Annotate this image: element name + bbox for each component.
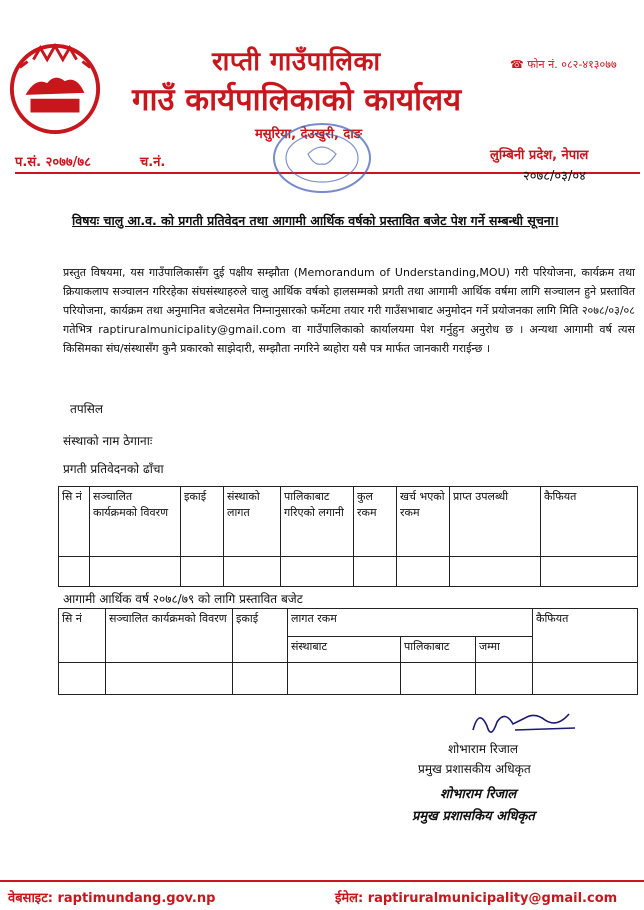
col-from-org: संस्थाबाट [288, 637, 401, 663]
col-sn: सि नं [59, 487, 90, 557]
col-remarks: कैफियत [541, 487, 638, 557]
col-org-cost: संस्थाको लागत [224, 487, 281, 557]
col-total: कुल रकम [354, 487, 397, 557]
col-from-palika: पालिकाबाट [401, 637, 476, 663]
col-achievement: प्राप्त उपलब्धी [450, 487, 541, 557]
subject-text: विषयः चालु आ.व. को प्रगती प्रतिवेदन तथा आगामी आर्थिक वर्षको प्रस्तावित बजेट पेश गर्ने सम्बन्धी सूचना। [72, 213, 559, 228]
municipality-name: राप्ती गाउँपालिका [212, 47, 381, 77]
stamped-signatory-name: शोभाराम रिजाल [440, 787, 517, 802]
proposed-budget-table [58, 608, 638, 695]
org-name-label: संस्थाको नाम ठेगानाः [63, 434, 153, 448]
col-sum: जम्मा [476, 637, 533, 663]
details-heading: तपसिल [70, 402, 104, 416]
reference-number: प.सं. २०७७/७८ [15, 155, 91, 170]
letter-subject [72, 212, 559, 229]
table-row [59, 557, 638, 587]
col-cost-amount: लागत रकम [288, 609, 533, 637]
office-name: गाउँ कार्यपालिकाको कार्यालय [132, 82, 462, 118]
dispatch-number: च.नं. [140, 155, 166, 170]
budget-table-title: आगामी आर्थिक वर्ष २०७८/७९ को लागि प्रस्तावित बजेट [63, 592, 303, 606]
col-program: सञ्चालित कार्यक्रमको विवरण [106, 609, 233, 663]
office-address: मसुरिया, देउखुरी, दाङ [255, 127, 362, 142]
table-header-row [59, 487, 638, 557]
footer-website: वेबसाइट: raptimundang.gov.np [8, 891, 216, 906]
phone-icon: ☎ [510, 58, 528, 71]
table-header-row [59, 609, 638, 637]
letter-body: प्रस्तुत विषयमा, यस गाउँपालिकासँग दुई पक्षीय सम्झौता (Memorandum of Understanding,MOU) गरी परियोजना, कार्यक्रम तथा क्रियाकलाप सञ्चालन गरिरहेका संघसंस्थाहरुले चालु आर्थिक वर्षको हालसम्मको प्रगती तथा आगामी आर्थिक वर्षमा लागि सञ्चालन हुने प्रस्तावित परियोजना, कार्यक्रम तथा अनुमानित बजेटसमेत निम्नानुसारको फर्मेटमा तयार गरी गाउँसभाबाट अनुमोदन गर्ने प्रयोजनका लागि मिति २०७८/०३/०८ गतेभित्र raptiruralmunicipality@gmail.com वा गाउँपालिकाको कार्यालयमा पेश गर्नुहुन अनुरोध छ । अन्यथा आगामी वर्ष त्यस किसिमका संघ/संस्थासँग कुनै प्रकारको साझेदारी, सम्झौता नगरिने ब्यहोरा यसै पत्र मार्फत जानकारी गराईन्छ । [63, 266, 635, 355]
table-row [59, 663, 638, 695]
progress-report-table [58, 486, 638, 587]
footer-email: ईमेल: raptiruralmunicipality@gmail.com [335, 891, 618, 906]
signatory-designation: प्रमुख प्रशासकीय अधिकृत [418, 762, 531, 776]
stamped-signatory-designation: प्रमुख प्रशासकिय अधिकृत [412, 809, 535, 824]
progress-format-title: प्रगती प्रतिवेदनको ढाँचा [63, 462, 164, 476]
province-name: लुम्बिनी प्रदेश, नेपाल [490, 148, 589, 163]
col-unit: इकाई [181, 487, 224, 557]
col-sn: सि नं [59, 609, 106, 663]
col-palika-investment: पालिकाबाट गरिएको लगानी [281, 487, 354, 557]
footer-divider [0, 880, 644, 882]
phone-number [510, 57, 617, 72]
col-expense: खर्च भएको रकम [397, 487, 450, 557]
col-remarks: कैफियत [533, 609, 638, 663]
col-unit: इकाई [233, 609, 288, 663]
phone-text: फोन नं. ०८२-४१३०७७ [527, 58, 617, 71]
letter-date: २०७८/०३/०४ [523, 169, 586, 184]
office-stamp [268, 118, 376, 198]
signatory-name: शोभाराम रिजाल [448, 742, 518, 756]
col-program: सञ्चालित कार्यक्रमको विवरण [90, 487, 181, 557]
government-emblem [6, 38, 104, 136]
